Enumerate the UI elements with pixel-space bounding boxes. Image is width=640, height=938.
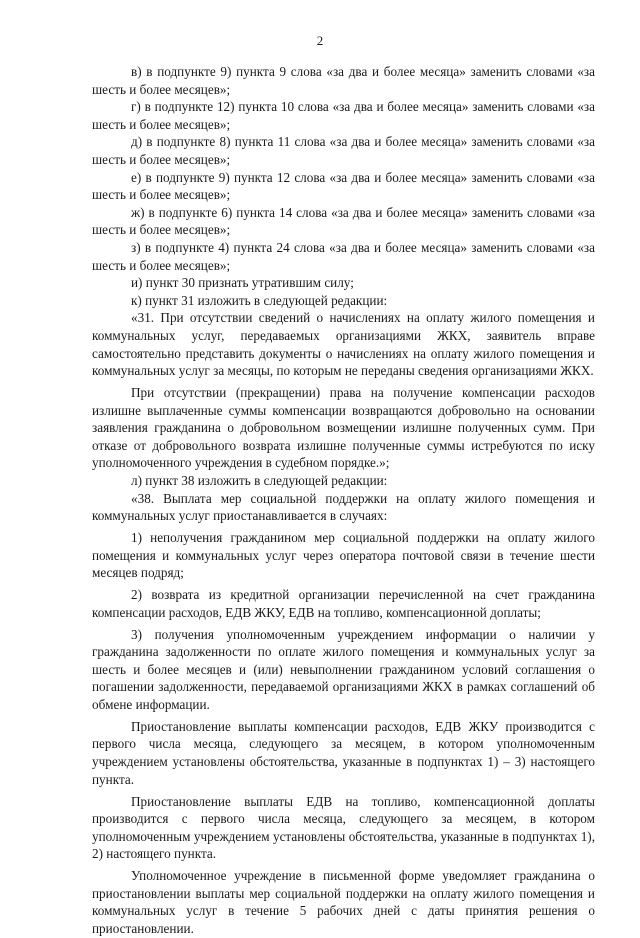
paragraph-e-subitem-9-item-12: е) в подпункте 9) пункта 12 слова «за два и более месяца» заменить словами «за шесть и более месяцев»; (92, 169, 595, 203)
paragraph-k-item-31-new-edition: к) пункт 31 изложить в следующей редакции: (131, 292, 388, 308)
paragraph-case-1: 1) неполучения гражданином мер социальной поддержки на оплату жилого помещения и коммунальных услуг через оператора почтовой связи в течение шести месяцев подряд; (92, 530, 595, 581)
paragraph-zh-subitem-6-item-14: ж) в подпункте 6) пункта 14 слова «за два и более месяца» заменить словами «за шесть и более месяцев»; (92, 204, 595, 238)
paragraph-g-subitem-12-item-10: г) в подпункте 12) пункта 10 слова «за два и более месяца» заменить словами «за шесть и более месяцев»; (92, 99, 595, 132)
paragraph-item-31-text: «31. При отсутствии сведений о начислениях на оплату жилого помещения и коммунальных услуг, передаваемых организациями ЖКХ, заявитель вправе самостоятельно представить документы о начислениях на оплату жилого помещения и коммунальных услуг за месяцы, по которым не переданы сведения организациями ЖКХ. (92, 310, 595, 379)
paragraph-z-subitem-4-item-24: з) в подпункте 4) пункта 24 слова «за два и более месяца» заменить словами «за шесть и более месяцев»; (92, 239, 595, 273)
paragraph-notification: Уполномоченное учреждение в письменной форме уведомляет гражданина о приостановлении выплаты мер социальной поддержки на оплату жилого помещения и коммунальных услуг в течение 5 рабочих дней с даты принятия решения о приостановлении. (92, 868, 595, 936)
paragraph-item-38-text: «38. Выплата мер социальной поддержки на оплату жилого помещения и коммунальных услуг приостанавливается в случаях: (92, 490, 595, 524)
paragraph-d-subitem-8-item-11: д) в подпункте 8) пункта 11 слова «за два и более месяца» заменить словами «за шесть и более месяцев»; (92, 134, 595, 167)
paragraph-v-subitem-9-item-9: в) в подпункте 9) пункта 9 слова «за два и более месяца» заменить словами «за шесть и более месяцев»; (92, 64, 595, 97)
paragraph-suspension-compensation: Приостановление выплаты компенсации расходов, ЕДВ ЖКУ производится с первого числа месяца, следующего за месяцем, в котором уполномоченным учреждением установлены обстоятельства, указанные в подпунктах 1) – 3) настоящего пункта. (92, 718, 595, 787)
paragraph-item-31-overpayment: При отсутствии (прекращении) права на получение компенсации расходов излишне выплаченные суммы компенсации возвращаются добровольно на основании заявления гражданина о добровольном возмещении излишне полученных сумм. При отказе от добровольного возврата излишне полученные суммы истребуются по иску уполномоченного учреждения в судебном порядке.»; (92, 384, 595, 471)
paragraph-case-2: 2) возврата из кредитной организации перечисленной на счет гражданина компенсации расходов, ЕДВ ЖКУ, ЕДВ на топливо, компенсационной доплаты; (92, 587, 595, 620)
paragraph-l-item-38-new-edition: л) пункт 38 изложить в следующей редакции: (131, 472, 388, 488)
page-number: 2 (316, 33, 324, 48)
paragraph-suspension-fuel: Приостановление выплаты ЕДВ на топливо, компенсационной доплаты производится с первого числа месяца, следующего за месяцем, в котором уполномоченным учреждением установлены обстоятельства, указанные в подпунктах 1), 2) настоящего пункта. (92, 793, 595, 862)
paragraph-case-3: 3) получения уполномоченным учреждением информации о наличии у гражданина задолженности по оплате жилого помещения и коммунальных услуг за шесть и более месяцев и (или) невыполнении гражданином условий соглашения о погашении задолженности, передаваемой организациями ЖКХ в рамках соглашений об обмене информации. (92, 626, 595, 712)
document-body (92, 63, 595, 938)
paragraph-i-item-30-void: и) пункт 30 признать утратившим силу; (131, 275, 354, 291)
